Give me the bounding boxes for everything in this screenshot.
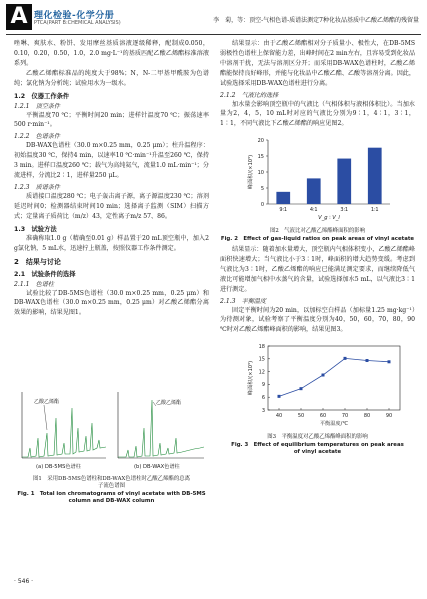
section-heading: 1.2 仪器工作条件 (14, 92, 70, 100)
section-heading: 2 结果与讨论 (14, 257, 61, 266)
x-tick-label: 4∶1 (309, 207, 318, 214)
data-point (344, 357, 347, 360)
y-tick-label: 18 (258, 344, 265, 351)
caption-cn: 子流色谱图 (98, 483, 125, 490)
figure-3-caption (220, 434, 415, 456)
figure-3 (220, 338, 415, 456)
y-axis-label: 峰面积/(×10⁵) (248, 155, 254, 190)
left-column (14, 39, 209, 318)
bar (276, 192, 290, 204)
figure-2-bar-chart (220, 132, 415, 224)
paragraph: 固定平衡时间为20 min，以加标空白样品（加标量1.25 mg·kg⁻¹）为待测对象，试验考察了平衡温度分别为40，50，60，70，80，90 ℃时对乙酸乙烯酯峰面积的影响，结果见图3。 (220, 306, 415, 334)
paragraph: 准确称取1.0 g（精确至0.01 g）样品置于20 mL顶空瓶中，加入2 g氯化钠，5 mL水，迅速拧上瓶盖，按照仪器工作条件测定。 (14, 234, 209, 252)
data-point (322, 374, 325, 377)
data-point (366, 359, 369, 362)
data-point (388, 361, 391, 364)
paragraph: 加水量会影响顶空瓶中的气液比（气相体积与液相体积比）。当加水量为2，4，5，10 mL时对应的气液比分别为9∶1，4∶1，3∶1，1∶1，不同气液比下乙酸乙烯酯的响应见图2。 (220, 100, 415, 128)
caption-cn: 图3 平衡温度对乙酸乙烯酯峰面积的影响 (267, 434, 368, 441)
y-tick-label: 20 (257, 138, 264, 145)
x-tick-label: 70 (341, 413, 349, 420)
journal-name: 理化检验-化学分册 (34, 11, 115, 21)
subsection-heading: 1.2.1 顶空条件 (14, 102, 60, 110)
x-tick-label: 50 (297, 413, 305, 420)
paragraph: 唑啉、爽肤水、粉饼、发用摩丝基质溶液逐级稀释，配制成0.050，0.10，0.20，0.50，1.0，2.0 mg·L⁻¹的基质匹配乙酸乙烯酯标准溶液系列。 (14, 40, 209, 67)
series-line (279, 359, 389, 397)
section-heading: 1.3 试验方法 (14, 225, 57, 233)
y-tick-label: 5 (260, 186, 264, 193)
figure-1-chromatograms (14, 388, 209, 472)
subsection-heading: 2.1.1 色谱柱 (14, 280, 54, 288)
data-point (300, 387, 303, 390)
figure-1 (14, 388, 209, 503)
subsection-heading: 1.2.3 质谱条件 (14, 183, 60, 191)
bar (368, 148, 382, 204)
y-tick-label: 15 (257, 154, 264, 161)
figure-3-line-chart (220, 338, 415, 430)
chromatogram-b (118, 392, 204, 470)
caption-en: Fig. 1 Total ion chromatograms of vinyl acetate with DB-5MS (17, 490, 206, 497)
figure-2-caption (220, 228, 415, 243)
journal-subtitle: PTCA(PART B:CHEMICAL ANALYSIS) (34, 20, 121, 26)
chromatogram-a (22, 392, 106, 470)
bar (307, 179, 321, 205)
paragraph: 平衡温度70 ℃；平衡时间20 min；进样针温度70 ℃；振荡速率500 r·min⁻¹。 (14, 111, 209, 129)
subfigure-b-label: (b) DB-WAX色谱柱 (134, 464, 180, 470)
x-axis-label: V_g ∶ V_l (318, 215, 340, 222)
caption-en: column and DB-WAX column (68, 498, 155, 505)
y-tick-label: 3 (261, 408, 265, 415)
y-axis-label: 峰面积/(×10⁵) (248, 361, 254, 396)
x-axis-label: 平衡温度/℃ (319, 421, 349, 428)
paragraph: 试验比较了DB-5MS色谱柱（30.0 m×0.25 mm，0.25 μm）和DB-WAX色谱柱（30.0 m×0.25 mm，0.25 μm）对乙酸乙烯酯分离效果的影响，结果见图1。 (14, 289, 209, 317)
paragraph: 乙酸乙烯酯标准品的纯度大于98%；N，N-二甲基甲酰胺为色谱纯；氯化钠为分析纯；试验用水为一级水。 (14, 69, 209, 87)
paragraph: DB-WAX色谱柱（30.0 m×0.25 mm，0.25 μm）；柱升温程序：初始温度30 ℃，保持4 min，以速率10 ℃·min⁻¹升温至260 ℃，保持3 min。进样口温度260 ℃；载气为高纯氦气，流量1.0 mL·min⁻¹；分流进样，分流比2∶1，进样量250 μL。 (14, 142, 209, 180)
caption-cn: 图1 采用DB-5MS色谱柱和DB-WAX色谱柱时乙酸乙烯酯的总离 (32, 476, 190, 482)
y-tick-label: 9 (261, 382, 265, 389)
subsection-heading: 2.1.3 平衡温度 (220, 297, 266, 305)
bar (337, 159, 351, 204)
subfigure-a-label: (a) DB-5MS色谱柱 (36, 464, 81, 470)
caption-cn: 图2 气液比对乙酸乙烯酯峰面积的影响 (269, 228, 366, 235)
y-tick-label: 12 (258, 369, 265, 376)
subsection-heading: 1.2.2 色谱条件 (14, 133, 60, 141)
paragraph: 质谱接口温度280 ℃；电子轰击离子源，离子源温度230 ℃；溶剂延迟时间0；检测器结束时间10 min；选择离子监测（SIM）扫描方式；定量离子质荷比（m/z）43，定性离子m/z 57、86。 (14, 192, 209, 220)
y-tick-label: 0 (260, 202, 264, 209)
figure-2 (220, 132, 415, 243)
x-tick-label: 3∶1 (340, 207, 349, 214)
peak-label: 乙酸乙烯酯 (34, 399, 60, 405)
page-number: · 546 · (14, 578, 34, 585)
y-tick-label: 15 (258, 356, 265, 363)
data-point (278, 395, 281, 398)
x-tick-label: 40 (275, 413, 283, 420)
x-tick-label: 60 (319, 413, 327, 420)
x-tick-label: 80 (363, 413, 371, 420)
caption-en: Fig. 3 Effect of equilibrium temperatures on peak areas (231, 441, 404, 448)
caption-en: of vinyl acetate (293, 448, 342, 455)
figure-1-caption (14, 476, 209, 506)
paragraph: 结果显示：随着加水量增大，顶空瓶内气相体积变小，乙酸乙烯酯峰面积快速增大；当气液比小于3∶1时，峰面积的增大趋势变缓。考虑到气液比为3∶1时，乙酸乙烯酯的响应已能满足测定要求，而继续降低气液比可能增加气相中水蒸气的含量，试验选择加水5 mL，以气液比3∶1进行测定。 (220, 245, 415, 293)
x-tick-label: 1∶1 (370, 207, 379, 214)
journal-logo-mark: A (6, 4, 32, 30)
x-tick-label: 90 (385, 413, 393, 420)
right-column (220, 39, 415, 456)
caption-en: Fig. 2 Effect of gas-liquid ratios on peak areas of vinyl acetate (220, 235, 415, 242)
y-tick-label: 6 (261, 395, 265, 402)
y-tick-label: 10 (257, 170, 264, 177)
subsection-heading: 2.1.2 气液比的选择 (220, 91, 279, 99)
x-tick-label: 9∶1 (279, 207, 288, 214)
paragraph: 结果显示：由于乙酸乙烯酯相对分子质量小、极性大，在DB-5MS弱极性色谱柱上保留能力差，出峰时间在2 min左右，且容易受到化妆品中溶剂干扰，无法与溶剂区分开；而采用DB-WAX色谱柱时，乙酸乙烯酯能保持良好峰形，并能与化妆品中乙酸乙酯、乙酸等溶剂分离。因此，试验选择采用DB-WAX色谱柱进行分离。 (220, 40, 415, 87)
running-title: 李 菊，等：顶空-气相色谱-质谱法测定7种化妆品基质中乙酸乙烯酯的残留量 (213, 17, 419, 24)
section-heading: 2.1 试验条件的选择 (14, 270, 76, 278)
plot-frame (268, 346, 400, 410)
header-rule (6, 34, 421, 35)
peak-label: 乙酸乙烯酯 (156, 400, 182, 406)
